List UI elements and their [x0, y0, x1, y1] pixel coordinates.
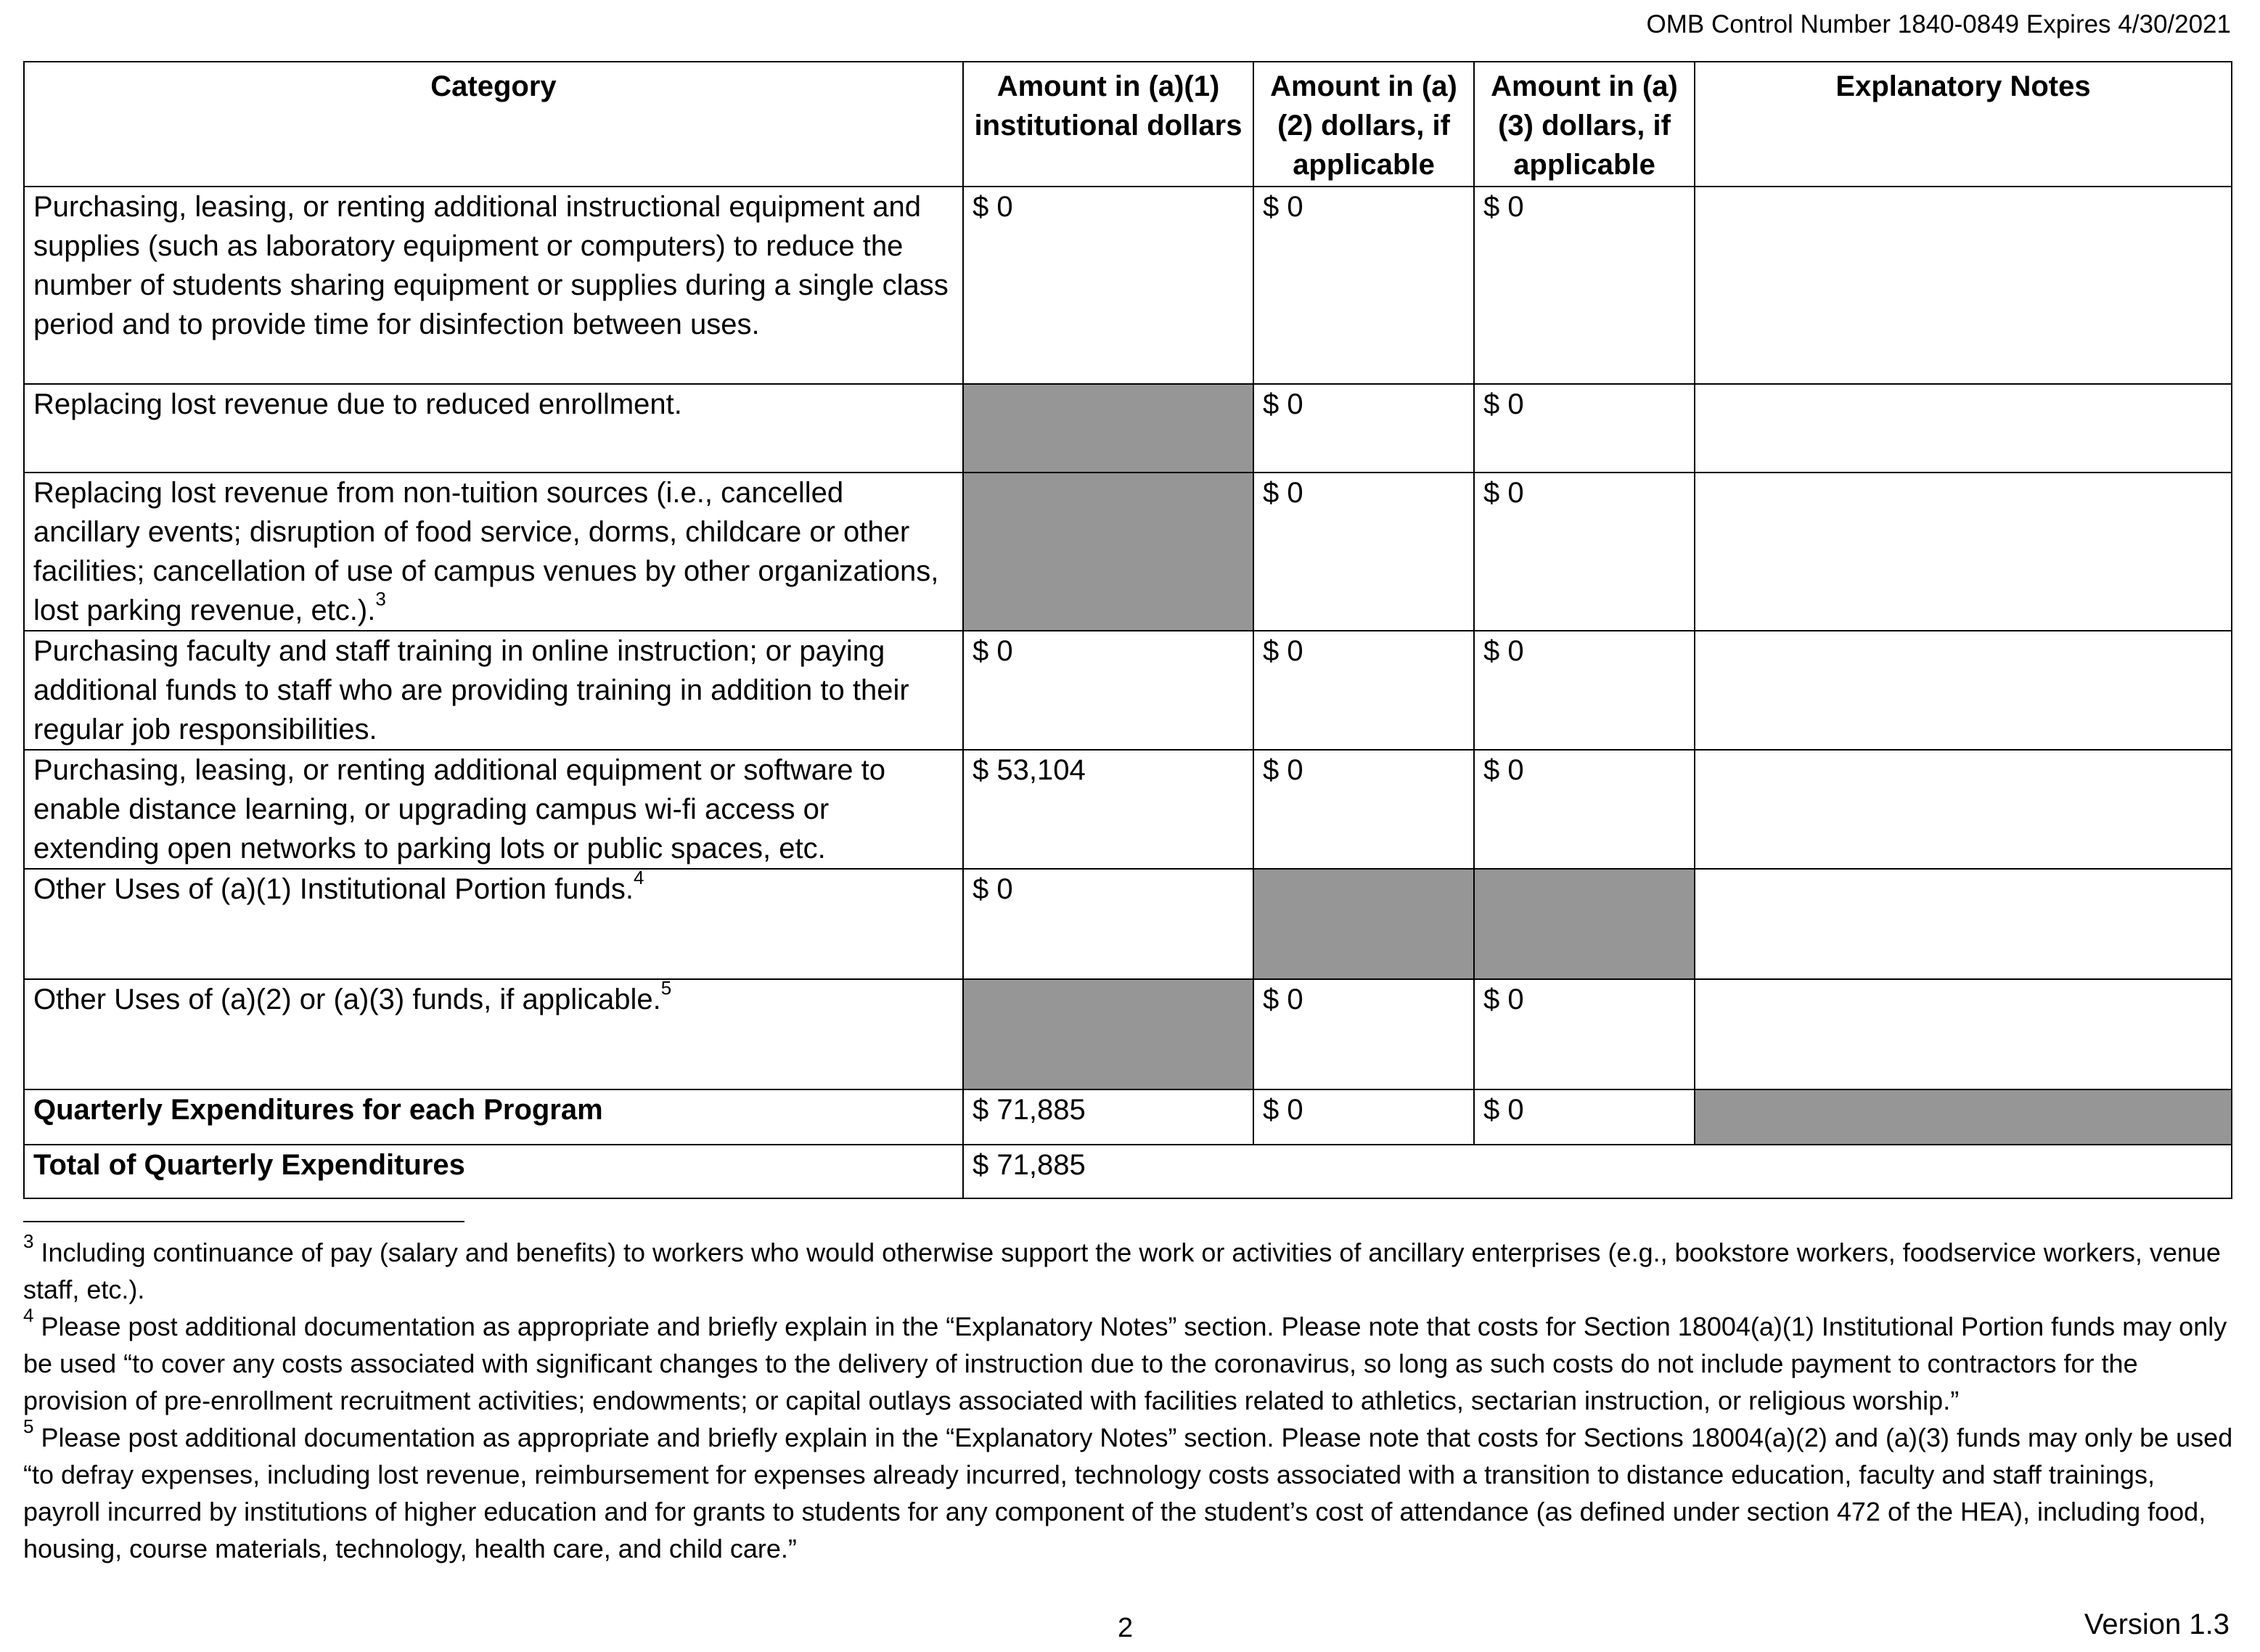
category-text: Other Uses of (a)(2) or (a)(3) funds, if applicable. [33, 984, 661, 1015]
table-row [24, 384, 2232, 473]
footnote-text: Please post additional documentation as appropriate and briefly explain in the “Explanatory Notes” section. Please note that costs for Sections 18004(a)(2) and (a)(3) funds may only be used “to defray expenses, including lost revenue, reimbursement for expenses already incurred, technology costs associated with a transition to distance education, faculty and staff trainings, payroll incurred by institutions of higher education and for grants to students for any component of the student’s cost of attendance (as defined under section 472 of the HEA), including food, housing, course materials, technology, health care, and child care.” [23, 1423, 2233, 1563]
footnote-number: 3 [23, 1230, 34, 1252]
page-number: 2 [1118, 1613, 1134, 1643]
table-row [24, 631, 2232, 750]
table-row [24, 869, 2232, 979]
footnote-ref: 4 [634, 866, 644, 888]
col-header-category: Category [24, 62, 963, 187]
col-header-a2: Amount in (a)(2) dollars, if applicable [1253, 62, 1474, 187]
quarterly-a3: $ 0 [1474, 1089, 1695, 1145]
table-row [24, 979, 2232, 1089]
category-cell: Purchasing, leasing, or renting additional instructional equipment and supplies (such as laboratory equipment or computers) to reduce the number of students sharing equipment or supplies during a single class period and to provide time for disinfection between uses. [24, 187, 963, 384]
amount-a3-cell: $ 0 [1474, 631, 1695, 750]
notes-cell [1695, 384, 2232, 473]
quarterly-row [24, 1089, 2232, 1145]
amount-a2-cell: $ 0 [1253, 473, 1474, 631]
shaded-cell [963, 979, 1253, 1089]
notes-cell [1695, 187, 2232, 384]
amount-a1-cell: $ 0 [963, 187, 1253, 384]
amount-a2-cell: $ 0 [1253, 750, 1474, 869]
col-header-a3: Amount in (a)(3) dollars, if applicable [1474, 62, 1695, 187]
notes-cell [1695, 750, 2232, 869]
footnote-text: Please post additional documentation as appropriate and briefly explain in the “Explanatory Notes” section. Please note that costs for Section 18004(a)(1) Institutional Portion funds may only be used “to cover any costs associated with significant changes to the delivery of instruction due to the coronavirus, so long as such costs do not include payment to contractors for the provision of pre-enrollment recruitment activities; endowments; or capital outlays associated with facilities related to athletics, sectarian instruction, or religious worship.” [23, 1312, 2227, 1415]
footnote-ref: 3 [375, 587, 386, 610]
amount-a3-cell: $ 0 [1474, 473, 1695, 631]
category-cell: Replacing lost revenue due to reduced enrollment. [24, 384, 963, 473]
amount-a3-cell: $ 0 [1474, 384, 1695, 473]
shaded-cell [1695, 1089, 2232, 1145]
col-header-notes: Explanatory Notes [1695, 62, 2232, 187]
footnote-5 [23, 1415, 2237, 1567]
category-cell [24, 473, 963, 631]
shaded-cell [963, 473, 1253, 631]
footnote-4 [23, 1304, 2237, 1419]
total-label: Total of Quarterly Expenditures [24, 1145, 963, 1198]
footnotes [23, 1230, 2237, 1567]
amount-a2-cell: $ 0 [1253, 631, 1474, 750]
version-label: Version 1.3 [2084, 1608, 2230, 1640]
notes-cell [1695, 631, 2232, 750]
category-cell: Purchasing faculty and staff training in online instruction; or paying additional funds to staff who are providing training in addition to their regular job responsibilities. [24, 631, 963, 750]
shaded-cell [1474, 869, 1695, 979]
expenditure-table [23, 61, 2232, 1199]
shaded-cell [1253, 869, 1474, 979]
amount-a1-cell: $ 0 [963, 869, 1253, 979]
footnote-text: Including continuance of pay (salary and benefits) to workers who would otherwise support the work or activities of ancillary enterprises (e.g., bookstore workers, foodservice workers, venue staff, etc.). [23, 1238, 2221, 1304]
shaded-cell [963, 384, 1253, 473]
footnote-divider [23, 1221, 464, 1222]
notes-cell [1695, 473, 2232, 631]
category-cell [24, 976, 963, 1089]
category-text: Other Uses of (a)(1) Institutional Portion funds. [33, 873, 634, 905]
footnote-ref: 5 [660, 976, 672, 999]
table-header-row [24, 62, 2232, 187]
amount-a1-cell: $ 53,104 [963, 750, 1253, 869]
category-text: Replacing lost revenue from non-tuition sources (i.e., cancelled ancillary events; disruption of food service, dorms, childcare or other facilities; cancellation of use of campus venues by other organizations, lost parking revenue, etc.). [33, 477, 939, 626]
amount-a2-cell: $ 0 [1253, 384, 1474, 473]
col-header-a1: Amount in (a)(1) institutional dollars [963, 62, 1253, 187]
quarterly-a1: $ 71,885 [963, 1089, 1253, 1145]
total-value: $ 71,885 [963, 1145, 2232, 1198]
amount-a3-cell: $ 0 [1474, 979, 1695, 1089]
table-row [24, 473, 2232, 631]
total-row [24, 1145, 2232, 1198]
quarterly-label: Quarterly Expenditures for each Program [24, 1089, 963, 1145]
footnote-3 [23, 1230, 2237, 1308]
footnote-number: 5 [23, 1415, 34, 1437]
table-row [24, 187, 2232, 384]
footnote-number: 4 [23, 1304, 34, 1326]
table-row [24, 750, 2232, 869]
quarterly-a2: $ 0 [1253, 1089, 1474, 1145]
amount-a1-cell: $ 0 [963, 631, 1253, 750]
category-cell: Purchasing, leasing, or renting additional equipment or software to enable distance learning, or upgrading campus wi-fi access or extending open networks to parking lots or public spaces, etc. [24, 750, 963, 869]
amount-a2-cell: $ 0 [1253, 187, 1474, 384]
category-cell [24, 866, 963, 979]
amount-a2-cell: $ 0 [1253, 979, 1474, 1089]
omb-control-number: OMB Control Number 1840-0849 Expires 4/30/2021 [1646, 10, 2231, 38]
notes-cell [1695, 979, 2232, 1089]
amount-a3-cell: $ 0 [1474, 750, 1695, 869]
amount-a3-cell: $ 0 [1474, 187, 1695, 384]
notes-cell [1695, 869, 2232, 979]
